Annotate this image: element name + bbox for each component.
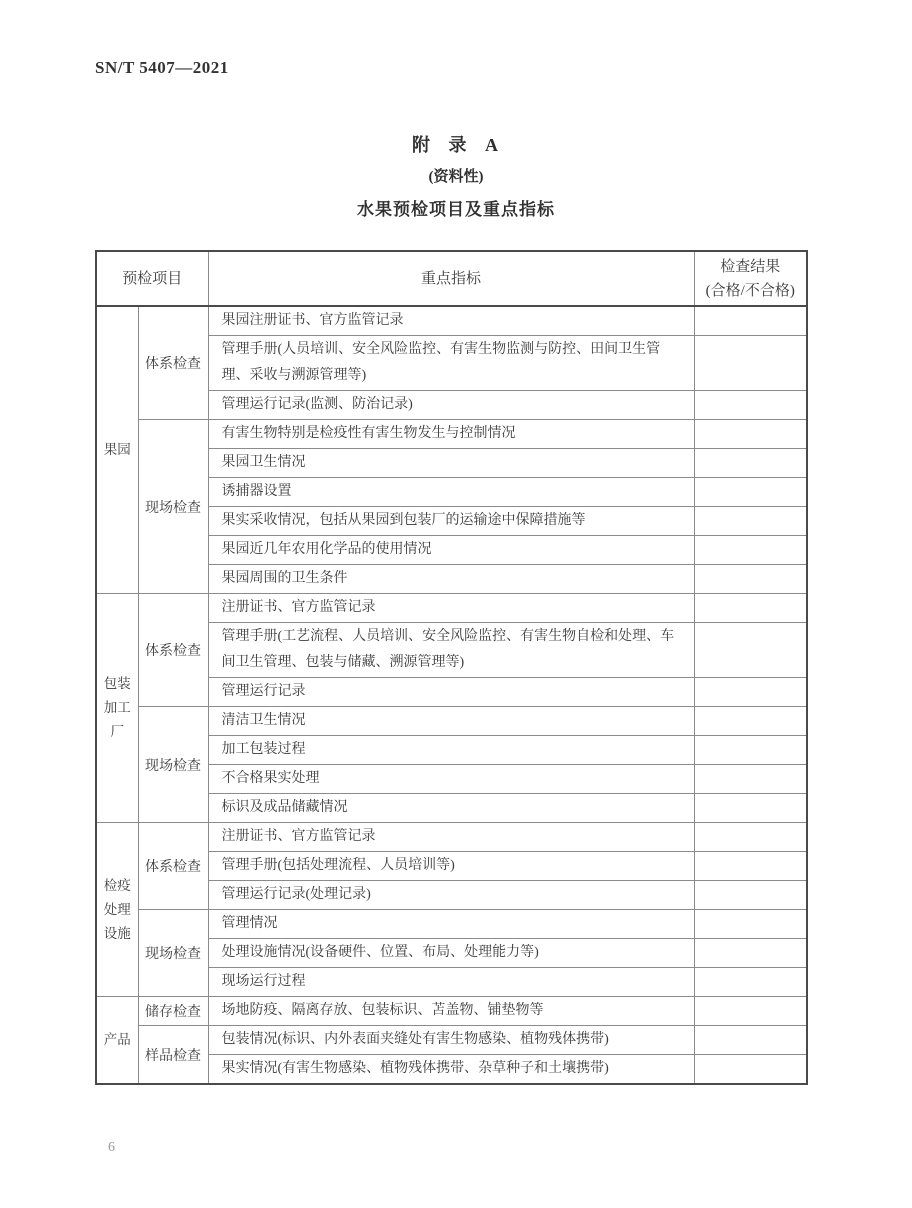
indicator-cell: 注册证书、官方监管记录 (208, 594, 694, 623)
indicator-cell: 管理运行记录 (208, 678, 694, 707)
inspection-table-body (96, 306, 807, 1084)
result-cell (694, 910, 807, 939)
indicator-cell: 加工包装过程 (208, 736, 694, 765)
group-cell: 体系检查 (138, 594, 208, 707)
header-check-result-line1: 检查结果 (720, 258, 781, 275)
result-cell (694, 623, 807, 678)
group-cell: 现场检查 (138, 420, 208, 594)
indicator-cell: 管理运行记录(处理记录) (208, 881, 694, 910)
indicator-cell: 管理手册(包括处理流程、人员培训等) (208, 852, 694, 881)
indicator-cell: 标识及成品储藏情况 (208, 794, 694, 823)
indicator-cell: 果实采收情况，包括从果园到包装厂的运输途中保障措施等 (208, 507, 694, 536)
category-cell: 果园 (96, 306, 138, 594)
indicator-cell: 清洁卫生情况 (208, 707, 694, 736)
table-row (96, 420, 807, 449)
result-cell (694, 968, 807, 997)
result-cell (694, 707, 807, 736)
group-cell: 现场检查 (138, 910, 208, 997)
group-cell: 样品检查 (138, 1026, 208, 1085)
result-cell (694, 536, 807, 565)
inspection-table (95, 250, 808, 1085)
category-cell: 产品 (96, 997, 138, 1085)
indicator-cell: 注册证书、官方监管记录 (208, 823, 694, 852)
indicator-cell: 有害生物特别是检疫性有害生物发生与控制情况 (208, 420, 694, 449)
result-cell (694, 306, 807, 336)
result-cell (694, 1026, 807, 1055)
indicator-cell: 果园注册证书、官方监管记录 (208, 306, 694, 336)
result-cell (694, 794, 807, 823)
table-row (96, 823, 807, 852)
result-cell (694, 420, 807, 449)
table-row (96, 1026, 807, 1055)
page-number: 6 (108, 1140, 115, 1155)
indicator-cell: 果园卫生情况 (208, 449, 694, 478)
indicator-cell: 管理运行记录(监测、防治记录) (208, 391, 694, 420)
result-cell (694, 939, 807, 968)
indicator-cell: 现场运行过程 (208, 968, 694, 997)
table-header-row (96, 251, 807, 306)
table-row (96, 910, 807, 939)
appendix-label: 附 录 A (412, 135, 500, 155)
header-key-indicators: 重点指标 (208, 251, 694, 306)
header-check-result-line2: (合格/不合格) (705, 282, 795, 299)
indicator-cell: 诱捕器设置 (208, 478, 694, 507)
result-cell (694, 736, 807, 765)
result-cell (694, 594, 807, 623)
inspection-table-head (96, 251, 807, 306)
table-row (96, 997, 807, 1026)
indicator-cell: 果实情况(有害生物感染、植物残体携带、杂草种子和土壤携带) (208, 1055, 694, 1085)
indicator-cell: 包装情况(标识、内外表面夹缝处有害生物感染、植物残体携带) (208, 1026, 694, 1055)
category-cell: 检疫处理设施 (96, 823, 138, 997)
table-row (96, 707, 807, 736)
result-cell (694, 1055, 807, 1085)
result-cell (694, 678, 807, 707)
result-cell (694, 449, 807, 478)
standard-number: SN/T 5407—2021 (95, 58, 229, 77)
result-cell (694, 881, 807, 910)
group-cell: 体系检查 (138, 306, 208, 420)
indicator-cell: 处理设施情况(设备硬件、位置、布局、处理能力等) (208, 939, 694, 968)
result-cell (694, 997, 807, 1026)
indicator-cell: 不合格果实处理 (208, 765, 694, 794)
header-check-result (694, 251, 807, 306)
result-cell (694, 852, 807, 881)
indicator-cell: 管理手册(人员培训、安全风险监控、有害生物监测与防控、田间卫生管理、采收与溯源管理等) (208, 336, 694, 391)
group-cell: 现场检查 (138, 707, 208, 823)
table-row (96, 306, 807, 336)
result-cell (694, 507, 807, 536)
table-row (96, 594, 807, 623)
result-cell (694, 391, 807, 420)
indicator-cell: 果园近几年农用化学品的使用情况 (208, 536, 694, 565)
category-cell: 包装加工厂 (96, 594, 138, 823)
indicator-cell: 管理手册(工艺流程、人员培训、安全风险监控、有害生物自检和处理、车间卫生管理、包装与储藏、溯源管理等) (208, 623, 694, 678)
appendix-type-note: (资料性) (428, 169, 484, 185)
table-title: 水果预检项目及重点指标 (357, 200, 555, 219)
result-cell (694, 765, 807, 794)
group-cell: 体系检查 (138, 823, 208, 910)
group-cell: 储存检查 (138, 997, 208, 1026)
header-precheck-items: 预检项目 (96, 251, 208, 306)
result-cell (694, 478, 807, 507)
appendix-title-block (0, 131, 912, 220)
indicator-cell: 管理情况 (208, 910, 694, 939)
indicator-cell: 场地防疫、隔离存放、包装标识、苫盖物、铺垫物等 (208, 997, 694, 1026)
result-cell (694, 565, 807, 594)
indicator-cell: 果园周围的卫生条件 (208, 565, 694, 594)
result-cell (694, 336, 807, 391)
result-cell (694, 823, 807, 852)
